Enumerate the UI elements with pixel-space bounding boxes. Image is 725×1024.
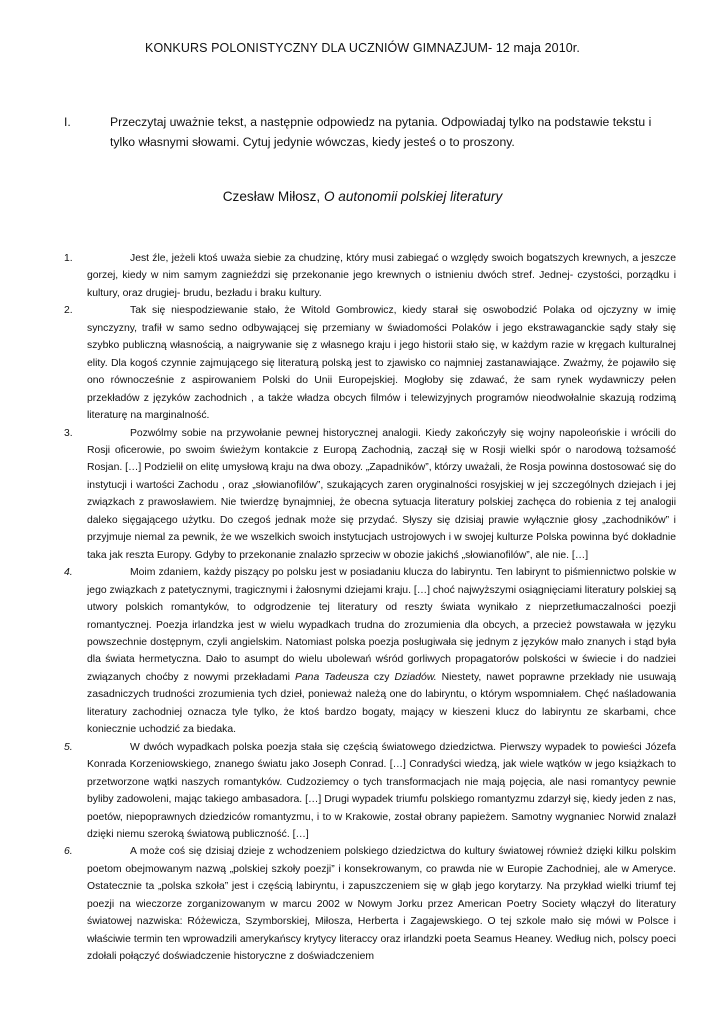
section-text: Tak się niespodziewanie stało, że Witold Gombrowicz, kiedy starał się oswobodzić Polaka od ojczyzny w imię synczyzny, trafił w samo sedno odbywającej się przemiany w świadomości Polaków i jego ekstrawaganckie sądy stały się szybko publiczną własnością, a naigrywanie się z własnego kraju i jego historii stało się, w każdym razie w kręgach kulturalnej elity. Dla kogoś czynnie zajmującego się literaturą polską jest to zjawisko co najmniej zastanawiające. Zważmy, że pojawiło się ono równocześnie z aspirowaniem Polski do Unii Europejskiej. Mogłoby się zdawać, że sam rynek wydawniczy pełen przekładów z języków zachodnich , a także władza obcych filmów i telewizyjnych programów nieodwołalnie skazują rodzimą literaturę na marginalność.	[87, 305, 676, 422]
section-number: 1.	[64, 253, 73, 264]
section-number: 4.	[64, 567, 73, 579]
section-number: 6.	[64, 846, 73, 858]
section-4	[64, 564, 677, 739]
section-number: 5.	[64, 741, 73, 753]
section-text: Niestety, nawet poprawne przekłady nie usuwają zasadniczych trudności zrozumienia tych dzieł, ponieważ należą one do labiryntu, o którym wspomniałem. Chęć naśladowania literatury zachodniej oznacza tyle tylko, że ktoś bardzo bogaty, mający w kieszeni klucz do labiryntu ze skarbami, chce koniecznie uchodzić za biedaka.	[87, 671, 676, 736]
section-text: W dwóch wypadkach polska poezja stała się częścią światowego dziedzictwa. Pierwszy wypadek to powieści Józefa Konrada Korzeniowskiego, znanego światu jako Joseph Conrad. […] Conradyści wiedzą, jak wiele wątków w jego książkach to przetworzone wątki naszych romantyków. Cudzoziemcy o tych transformacjach nie mają pojęcia, ale nasi romantycy pewnie byliby zadowoleni, mając takiego ambasadora. […] Drugi wypadek triumfu polskiego romantyzmu zdarzył się, kiedy jeden z nas, poetów, niepoprawnych dziedziców romantyzmu, i to w Krakowie, został obrany papieżem. Samotny wygnaniec Norwid znalazł dzięki niemu szeroką światową publiczność. […]	[87, 741, 676, 840]
section-5	[64, 739, 676, 844]
section-text: Jest źle, jeżeli ktoś uważa siebie za chudzinę, który musi zabiegać o względy swoich bogatszych krewnych, a jeszcze gorzej, kiedy w nim samym zagnieździ się przekonanie jego krewnych o istnieniu dwóch stref. Jednej- czystości, porządku i kultury, oraz drugiej- brudu, bezładu i braku kultury.	[87, 253, 676, 299]
section-6	[64, 843, 676, 965]
section-2	[64, 302, 676, 424]
page-title: KONKURS POLONISTYCZNY DLA UCZNIÓW GIMNAZJUM- 12 maja 2010r.	[145, 41, 580, 55]
italic-title-dziady: Dziadów.	[394, 671, 437, 683]
text-work-title: O autonomii polskiej literatury	[323, 189, 503, 204]
instruction-text: Przeczytaj uważnie tekst, a następnie odpowiedz na pytania. Odpowiadaj tylko na podstawie tekstu i tylko własnymi słowami. Cytuj jedynie wówczas, kiedy jesteś o to proszony.	[110, 115, 652, 149]
italic-title-pan-tadeusz: Pana Tadeusza	[294, 671, 369, 683]
instruction-block	[64, 112, 664, 152]
section-number: 3.	[64, 427, 73, 439]
section-text: Pozwólmy sobie na przywołanie pewnej historycznej analogii. Kiedy zakończyły się wojny napoleońskie i wrócili do Rosji oficerowie, po swoim świeżym kontakcie z Europą Zachodnią, zaczął się w Rosji wielki spór o narodową tożsamość Rosjan. […] Podzielił on elitę umysłową kraju na dwa obozy. „Zapadników”, którzy uważali, że Rosja powinna dostosować się do instytucji i wartości Zachodu , oraz „słowianofilów”, szukających zaren oryginalności rosyjskiej w jej szczególnych dziejach i jej związkach z prawosławiem. Nie twierdzę bynajmniej, że obecna sytuacja literatury polskiej zachęca do robienia z tej analogii daleko sięgającego użytku. Do czegoś jednak może się przydać. Słyszy się dzisiaj prawie wyłącznie głosy „zachodników” i przyjmuje niemal za pewnik, że we wszelkich swoich instytucjach ustrojowych i w swojej kulturze Polska powinna być dokładnie taka jak reszta Europy. Gdyby to przekonanie znalazło sprzeciw w obozie jakichś „słowianofilów”, ale nie. […]	[87, 427, 676, 561]
section-1	[64, 250, 676, 302]
section-number: 2.	[64, 305, 73, 317]
text-sections	[64, 250, 677, 966]
section-text: A może coś się dzisiaj dzieje z wchodzeniem polskiego dziedzictwa do kultury światowej również dzięki kilku polskim poetom obejmowanym nazwą „polskiej szkoły poezji” i konsekrowanym, co prawda nie w Europie Zachodniej, ale w Ameryce. Ostatecznie ta „polska szkoła” jest i częścią labiryntu, i zapuszczeniem się w głąb jego korytarzy. Na przykład wielki triumf tej poezji na wieczorze zorganizowanym w marcu 2002 w Nowym Jorku przez American Poetry Society włączył do literatury światowej nazwiska: Różewicza, Szymborskiej, Miłosza, Herberta i Zagajewskiego. O tej szkole mało się mówi w Polsce i właściwie termin ten wprowadzili amerykańscy krytycy literaccy oraz irlandzki poeta Seamus Heaney. Według nich, polscy poeci zdołali połączyć doświadczenie historyczne z doświadczeniem	[87, 846, 676, 963]
section-3	[64, 425, 676, 565]
text-author: Czesław Miłosz,	[222, 189, 324, 204]
section-text: czy	[368, 671, 395, 683]
text-title	[0, 189, 725, 204]
instruction-number: I.	[64, 115, 71, 129]
section-text: Moim zdaniem, każdy piszący po polsku jest w posiadaniu klucza do labiryntu. Ten labirynt to piśmiennictwo polskie w jego związkach z patetycznymi, tragicznymi i żałosnymi dziejami kraju. […] choć najwyższymi osiągnięciami literatury polskiej są utwory polskich romantyków, to odgrodzenie tej literatury od reszty świata wynikało z nieprzetłumaczalności poezji romantycznej. Poezja irlandzka jest w wielu wypadkach trudna do zrozumienia dla obcych, a przecież powstawała w języku powszechnie dostępnym, czyli angielskim. Natomiast polska poezja posługiwała się jednym z języków mało znanych i stąd była dla świata hermetyczna. Dało to asumpt do wielu ubolewań wśród gorliwych propagatorów polskości w świecie i do nadziei związanych choćby z nowymi przekładami	[87, 567, 677, 683]
